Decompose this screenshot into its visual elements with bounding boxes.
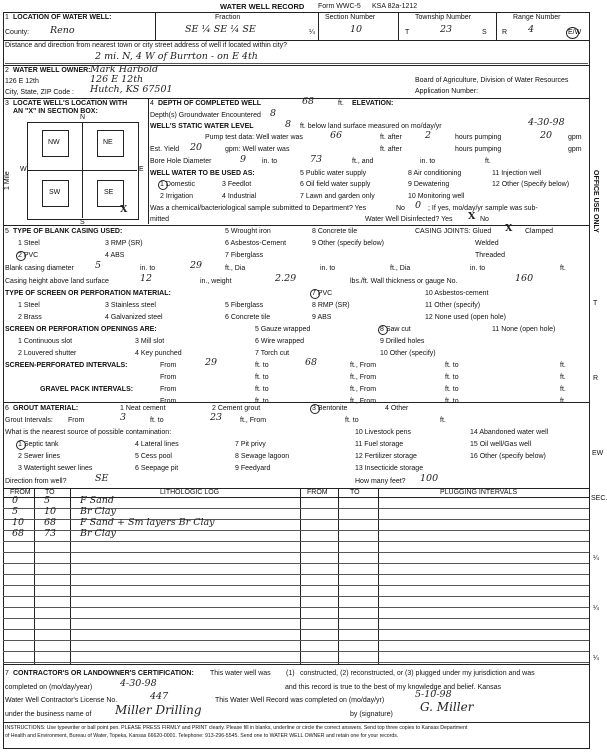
use-dewatering[interactable]: 9 Dewatering xyxy=(408,181,450,188)
bore-ft2: ft. xyxy=(485,158,491,165)
completed-label: completed on (mo/day/year) xyxy=(5,684,93,691)
use-injection[interactable]: 11 Injection well xyxy=(492,170,542,177)
business-value[interactable]: Miller Drilling xyxy=(115,703,202,717)
casing-concrete[interactable]: 8 Concrete tile xyxy=(312,228,358,235)
address-value[interactable]: 126 E 12th xyxy=(90,74,144,85)
margin-t: T xyxy=(593,300,598,307)
pump-after: ft. after xyxy=(380,134,402,141)
diameter-ft-value[interactable]: 29 xyxy=(190,260,203,271)
log-rule xyxy=(3,574,589,575)
locate-label: LOCATE WELL'S LOCATION WITH xyxy=(13,100,128,107)
height-label: Casing height above land surface xyxy=(5,278,109,285)
log-rule xyxy=(3,651,589,652)
margin-q1: ¼ xyxy=(593,555,599,562)
static-tail: ft. below land surface measured on mo/day/yr xyxy=(300,123,442,130)
use-oilfield[interactable]: 6 Oil field water supply xyxy=(300,181,371,188)
contam-watertight[interactable]: 3 Watertight sewer lines xyxy=(18,465,93,472)
use-ac[interactable]: 8 Air conditioning xyxy=(408,170,462,177)
plug-to-header: TO xyxy=(350,489,360,496)
completed-value[interactable]: 4-30-98 xyxy=(120,678,157,689)
joints-threaded[interactable]: Threaded xyxy=(475,252,505,259)
location-x-mark: X xyxy=(120,204,128,215)
weight-tail: lbs./ft. Wall thickness or gauge No. xyxy=(350,278,458,285)
pump-hours-value[interactable]: 2 xyxy=(425,130,432,141)
rule xyxy=(300,488,301,664)
log-desc-cell[interactable]: F Sand + Sm layers Br Clay xyxy=(80,517,215,528)
license-label: Water Well Contractor's License No. xyxy=(5,697,118,704)
bore-in: in. to xyxy=(262,158,278,165)
mile-label: 1 Mile xyxy=(4,171,11,190)
open-key[interactable]: 4 Key punched xyxy=(135,350,182,357)
use-domestic-circle xyxy=(158,180,168,190)
open-other[interactable]: 10 Other (specify) xyxy=(380,350,436,357)
static-date[interactable]: 4-30-98 xyxy=(528,117,565,128)
disinfect-mark: X xyxy=(468,211,476,222)
contam-septic[interactable]: 1 Septic tank xyxy=(18,441,59,448)
grout-ft: ft. xyxy=(440,417,446,424)
contam-abandoned[interactable]: 14 Abandoned water well xyxy=(470,429,549,436)
grout-from: From xyxy=(68,417,85,424)
contamination-label: What is the nearest source of possible contamination: xyxy=(5,429,172,436)
office-use-label: OFFICE USE ONLY xyxy=(592,170,599,233)
open-torch[interactable]: 7 Torch cut xyxy=(255,350,290,357)
casing-steel[interactable]: 1 Steel xyxy=(18,240,40,247)
use-label: WELL WATER TO BE USED AS: xyxy=(150,170,255,177)
intervals-ft-b: ft. xyxy=(560,374,566,381)
signature-value[interactable]: G. Miller xyxy=(420,700,474,714)
range-r: R xyxy=(502,29,508,36)
section-box-divider xyxy=(27,170,137,171)
depth-label: DEPTH OF COMPLETED WELL xyxy=(158,100,262,107)
gravel-from-b: From xyxy=(160,398,177,405)
east-label: E xyxy=(139,166,144,173)
section-5-number: 5 xyxy=(5,228,9,235)
contam-insecticide[interactable]: 13 Insecticide storage xyxy=(355,465,424,472)
rule xyxy=(3,722,589,723)
use-industrial[interactable]: 4 Industrial xyxy=(222,193,257,200)
yield-value[interactable]: 20 xyxy=(190,142,203,153)
bore-to-value[interactable]: 73 xyxy=(310,154,323,165)
screen-abs[interactable]: 9 ABS xyxy=(312,314,332,321)
address-label: 126 E 12th xyxy=(5,78,39,85)
gravel-ft: ft. xyxy=(560,386,566,393)
cert-label: CONTRACTOR'S OR LANDOWNER'S CERTIFICATION: xyxy=(13,670,194,677)
use-monitoring[interactable]: 10 Monitoring well xyxy=(408,193,465,200)
west-label: W xyxy=(20,166,27,173)
log-rule xyxy=(3,618,589,619)
gravel-to: ft. to xyxy=(255,386,269,393)
static-label: WELL'S STATIC WATER LEVEL xyxy=(150,123,254,130)
range-value[interactable]: 4 xyxy=(528,24,535,35)
rule xyxy=(34,488,35,664)
groundwater-label: Depth(s) Groundwater Encountered xyxy=(150,112,261,119)
log-desc-cell[interactable]: Br Clay xyxy=(80,506,116,517)
screen-pvc-circle xyxy=(310,289,320,299)
screen-concrete[interactable]: 6 Concrete tile xyxy=(225,314,271,321)
log-lith-header: LITHOLOGIC LOG xyxy=(160,489,220,496)
log-from-cell[interactable]: 0 xyxy=(12,495,19,506)
grout-bentonite-circle xyxy=(310,404,320,414)
margin-ew: EW xyxy=(592,450,604,457)
log-rule xyxy=(3,596,589,597)
diameter-value[interactable]: 5 xyxy=(95,260,102,271)
quarter-mark: ¼ xyxy=(309,29,315,36)
rule xyxy=(338,488,339,664)
cert-text3: This Water Well Record was completed on (mo/day/yr) xyxy=(215,697,385,704)
intervals-from-b: From xyxy=(160,374,177,381)
margin-q3: ¼ xyxy=(593,655,599,662)
contam-lateral[interactable]: 4 Lateral lines xyxy=(135,441,179,448)
contam-sewer[interactable]: 2 Sewer lines xyxy=(18,453,61,460)
yield-gpm: gpm: Well water was xyxy=(225,146,290,153)
margin-r: R xyxy=(593,375,599,382)
intervals-to: ft. to xyxy=(255,362,269,369)
contam-fertilizer[interactable]: 12 Fertilizer storage xyxy=(355,453,417,460)
grout-tail: ft., From xyxy=(240,417,267,424)
open-saw[interactable]: 8 Saw cut xyxy=(380,326,411,333)
sw-label: SW xyxy=(49,189,61,196)
intervals-ft: ft. xyxy=(560,362,566,369)
contam-cess[interactable]: 5 Cess pool xyxy=(135,453,172,460)
log-rule xyxy=(3,541,589,542)
contam-fuel[interactable]: 11 Fuel storage xyxy=(355,441,404,448)
city-label: City, State, ZIP Code : xyxy=(5,89,74,96)
owner-label: WATER WELL OWNER: xyxy=(13,67,91,74)
direction-label: Direction from well? xyxy=(5,478,67,485)
se-label: SE xyxy=(104,189,114,196)
log-from-cell[interactable]: 5 xyxy=(12,506,19,517)
section-2-number: 2 xyxy=(5,67,9,74)
open-none[interactable]: 11 None (open hole) xyxy=(492,326,556,333)
gravel-label: GRAVEL PACK INTERVALS: xyxy=(40,386,134,393)
log-rule xyxy=(3,585,589,586)
grout-to-value[interactable]: 23 xyxy=(210,412,223,423)
township-t: T xyxy=(405,29,410,36)
rule xyxy=(318,12,319,40)
casing-pvc[interactable]: 2 PVC xyxy=(18,252,39,259)
screen-rmp[interactable]: 8 RMP (SR) xyxy=(312,302,350,309)
intervals-label: SCREEN-PERFORATED INTERVALS: xyxy=(5,362,128,369)
static-value[interactable]: 8 xyxy=(285,119,292,130)
log-to-header: TO xyxy=(45,489,55,496)
log-to-cell[interactable]: 73 xyxy=(44,528,57,539)
signature-label: by (signature) xyxy=(350,711,393,718)
rule xyxy=(148,98,149,224)
pump-gpm: gpm xyxy=(568,134,582,141)
casing-wrought[interactable]: 5 Wrought iron xyxy=(225,228,271,235)
open-mill[interactable]: 3 Mill slot xyxy=(135,338,165,345)
gravel-from: From xyxy=(160,386,177,393)
license-value[interactable]: 447 xyxy=(150,691,169,702)
disinfect-no[interactable]: No xyxy=(480,216,489,223)
gravel-ft-b: ft. xyxy=(560,398,566,405)
instructions-2: of Health and Environment, Bureau of Water, Topeka, Kansas 66620-0001. Telephone: 913-296-5545. Send one to WATER WELL OWNER and retain one for your records. xyxy=(5,733,399,739)
log-from-cell[interactable]: 10 xyxy=(12,517,25,528)
log-rule xyxy=(3,552,589,553)
joints-mark: X xyxy=(505,223,513,234)
depth-ft: ft. xyxy=(338,100,344,107)
use-domestic[interactable]: 1 Domestic xyxy=(160,181,196,188)
log-from-header: FROM xyxy=(10,489,31,496)
grout-intervals-label: Grout Intervals: xyxy=(5,417,53,424)
joints-welded[interactable]: Welded xyxy=(475,240,499,247)
south-label: S xyxy=(80,219,85,226)
screen-pvc[interactable]: 7 PVC xyxy=(312,290,333,297)
grout-from-value[interactable]: 3 xyxy=(120,412,127,423)
township-s: S xyxy=(482,29,487,36)
casing-asbestos[interactable]: 6 Asbestos-Cement xyxy=(225,240,287,247)
north-label: N xyxy=(80,114,86,121)
casing-abs[interactable]: 4 ABS xyxy=(105,252,125,259)
use-other[interactable]: 12 Other (Specify below) xyxy=(492,181,570,188)
screen-stainless[interactable]: 3 Stainless steel xyxy=(105,302,156,309)
screen-none[interactable]: 12 None used (open hole) xyxy=(425,314,506,321)
log-rule xyxy=(3,563,589,564)
log-to-cell[interactable]: 68 xyxy=(44,517,57,528)
pump-label: Pump test data: Well water was xyxy=(205,134,303,141)
application-label: Application Number: xyxy=(415,88,479,95)
contam-seepage[interactable]: 6 Seepage pit xyxy=(135,465,179,472)
weight-value[interactable]: 2.29 xyxy=(275,273,297,284)
log-to-cell[interactable]: 10 xyxy=(44,506,57,517)
contam-feedyard[interactable]: 9 Feedyard xyxy=(235,465,271,472)
height-value[interactable]: 12 xyxy=(140,273,153,284)
chem-tail: ; If yes, mo/day/yr sample was sub- xyxy=(428,205,538,212)
contam-livestock[interactable]: 10 Livestock pens xyxy=(355,429,412,436)
rule xyxy=(3,664,589,665)
section-3-number: 3 xyxy=(5,100,9,107)
log-rule xyxy=(3,629,589,630)
bore-in2: in. to xyxy=(420,158,436,165)
casing-fiberglass[interactable]: 7 Fiberglass xyxy=(225,252,264,259)
rule xyxy=(398,12,399,40)
diameter-in: in. to xyxy=(320,265,336,272)
grout-neat[interactable]: 1 Neat cement xyxy=(120,405,166,412)
intervals-to2-b: ft. to xyxy=(445,374,459,381)
log-from-cell[interactable]: 68 xyxy=(12,528,25,539)
grout-to2: ft. to xyxy=(345,417,359,424)
use-public[interactable]: 5 Public water supply xyxy=(300,170,367,177)
contam-oilwell[interactable]: 15 Oil well/Gas well xyxy=(470,441,532,448)
ne-label: NE xyxy=(103,139,113,146)
howmany-value[interactable]: 100 xyxy=(420,473,439,484)
log-rule xyxy=(3,662,589,663)
board-label: Board of Agriculture, Division of Water Resources xyxy=(415,77,569,84)
rule xyxy=(155,12,156,40)
casing-pvc-circle xyxy=(16,251,26,261)
yield-label: Est. Yield xyxy=(150,146,180,153)
intervals-from-value[interactable]: 29 xyxy=(205,357,218,368)
gravel-to2: ft. to xyxy=(445,386,459,393)
grout-to: ft. to xyxy=(150,417,164,424)
range-e-circle xyxy=(566,27,582,39)
openings-label: SCREEN OR PERFORATION OPENINGS ARE: xyxy=(5,326,157,333)
grout-cement[interactable]: 2 Cement grout xyxy=(212,405,261,412)
elevation-label: ELEVATION: xyxy=(352,100,394,107)
city-value[interactable]: Hutch, KS 67501 xyxy=(90,84,173,95)
open-louvered[interactable]: 2 Louvered shutter xyxy=(18,350,77,357)
yield-hours: hours pumping xyxy=(455,146,502,153)
section-4-number: 4 xyxy=(150,100,154,107)
use-feedlot[interactable]: 3 Feedlot xyxy=(222,181,252,188)
section-number-label: Section Number xyxy=(325,14,376,21)
pump-ft[interactable]: 66 xyxy=(330,130,343,141)
intervals-from2: ft., From xyxy=(350,362,377,369)
margin-sec: SEC. xyxy=(591,495,607,502)
chem-label: Was a chemical/bacteriological sample submitted to Department? Yes xyxy=(150,205,367,212)
gravel-from2: ft., From xyxy=(350,386,377,393)
cert-text1b: constructed, (2) reconstructed, or (3) plugged under my jurisdiction and was xyxy=(300,670,535,677)
contam-septic-circle xyxy=(16,440,26,450)
fraction-value[interactable]: SE ¼ SE ¼ SE xyxy=(185,24,256,35)
form-number: Form WWC-5 xyxy=(318,3,361,10)
rule xyxy=(3,402,589,403)
grout-bentonite[interactable]: 3 Bentonite xyxy=(312,405,348,412)
plug-header: PLUGGING INTERVALS xyxy=(440,489,518,496)
gravel-to-b: ft. to xyxy=(255,398,269,405)
groundwater-value[interactable]: 8 xyxy=(270,108,277,119)
gauge-value[interactable]: 160 xyxy=(515,273,534,284)
county-value[interactable]: Reno xyxy=(50,25,75,36)
open-gauze[interactable]: 5 Gauze wrapped xyxy=(255,326,311,333)
plug-from-header: FROM xyxy=(307,489,328,496)
open-continuous[interactable]: 1 Continuous slot xyxy=(18,338,73,345)
nw-label: NW xyxy=(48,139,60,146)
direction-value[interactable]: SE xyxy=(95,473,109,484)
distance-value[interactable]: 2 mi. N, 4 W of Burrton - on E 4th xyxy=(95,51,258,62)
height-in: in., weight xyxy=(200,278,232,285)
section-7-number: 7 xyxy=(5,670,9,677)
diameter-dia2: ft., Dia xyxy=(390,265,411,272)
bore-value[interactable]: 9 xyxy=(240,154,247,165)
pump-hours: hours pumping xyxy=(455,134,502,141)
cert-text1: This water well was xyxy=(210,670,271,677)
joints-label: CASING JOINTS: Glued xyxy=(415,228,492,235)
screen-label: TYPE OF SCREEN OR PERFORATION MATERIAL: xyxy=(5,290,171,297)
rule xyxy=(3,225,589,226)
intervals-from2-b: ft., From xyxy=(350,374,377,381)
casing-rmp[interactable]: 3 RMP (SR) xyxy=(105,240,143,247)
rule xyxy=(3,98,589,99)
range-label: Range Number xyxy=(513,14,561,21)
use-lawn[interactable]: 7 Lawn and garden only xyxy=(300,193,375,200)
owner-name[interactable]: Mark Harbold xyxy=(90,64,159,75)
contam-other[interactable]: 16 Other (specify below) xyxy=(470,453,546,460)
intervals-to-value[interactable]: 68 xyxy=(305,357,318,368)
casing-other[interactable]: 9 Other (specify below) xyxy=(312,240,384,247)
county-label: County: xyxy=(5,29,30,36)
statute: KSA 82a-1212 xyxy=(372,3,418,10)
gravel-from2-b: ft., From xyxy=(350,398,377,405)
cert-text2: and this record is true to the best of my knowledge and belief. Kansas xyxy=(285,684,501,691)
locate-label-2: AN "X" IN SECTION BOX: xyxy=(13,108,98,115)
screen-other[interactable]: 11 Other (specify) xyxy=(425,302,481,309)
diameter-ft3: ft. xyxy=(560,265,566,272)
use-irrigation[interactable]: 2 Irrigation xyxy=(160,193,194,200)
instructions-1: INSTRUCTIONS: Use typewriter or ball point pen. PLEASE PRESS FIRMLY and PRINT clearly. Please fill in blanks, underline or circle the correct answers. Send top three copies to Kansas Department xyxy=(5,725,468,731)
intervals-to2: ft. to xyxy=(445,362,459,369)
diameter-label: Blank casing diameter xyxy=(5,265,74,272)
yield-gpm2: gpm xyxy=(568,146,582,153)
log-rule xyxy=(3,640,589,641)
chem-mark: 0 xyxy=(415,200,422,211)
location-label: LOCATION OF WATER WELL: xyxy=(13,14,112,21)
township-value[interactable]: 23 xyxy=(440,24,453,35)
section-1-number: 1 xyxy=(5,14,9,21)
rule xyxy=(496,12,497,40)
screen-fiberglass[interactable]: 5 Fiberglass xyxy=(225,302,264,309)
contam-lagoon[interactable]: 8 Sewage lagoon xyxy=(235,453,290,460)
township-label: Township Number xyxy=(415,14,472,21)
bore-ft: ft., and xyxy=(352,158,374,165)
yield-after: ft. after xyxy=(380,146,402,153)
casing-label: TYPE OF BLANK CASING USED: xyxy=(13,228,123,235)
rule xyxy=(378,488,379,664)
rule xyxy=(70,488,71,664)
open-wire[interactable]: 6 Wire wrapped xyxy=(255,338,305,345)
log-desc-cell[interactable]: Br Clay xyxy=(80,528,116,539)
pump-gpm-value[interactable]: 20 xyxy=(540,130,553,141)
screen-steel[interactable]: 1 Steel xyxy=(18,302,40,309)
chem-no[interactable]: No xyxy=(396,205,405,212)
mitted: mitted xyxy=(150,216,170,223)
disinfect-label: Water Well Disinfected? Yes xyxy=(365,216,453,223)
contam-privy[interactable]: 7 Pit privy xyxy=(235,441,266,448)
diameter-to: in. to xyxy=(140,265,156,272)
diameter-dia: ft., Dia xyxy=(225,265,246,272)
open-saw-circle xyxy=(378,325,388,335)
log-rule xyxy=(3,607,589,608)
gravel-to2-b: ft. to xyxy=(445,398,459,405)
open-drilled[interactable]: 9 Drilled holes xyxy=(380,338,425,345)
business-label: under the business name of xyxy=(5,711,92,718)
howmany-label: How many feet? xyxy=(355,478,406,485)
rule xyxy=(3,40,589,41)
depth-value[interactable]: 68 xyxy=(302,96,315,107)
completed2-value[interactable]: 5-10-98 xyxy=(415,689,452,700)
grout-other[interactable]: 4 Other xyxy=(385,405,409,412)
range-ew: E/W xyxy=(568,29,582,36)
screen-asbestos[interactable]: 10 Asbestos-cement xyxy=(425,290,489,297)
joints-clamped[interactable]: Clamped xyxy=(525,228,554,235)
screen-galvanized[interactable]: 4 Galvanized steel xyxy=(105,314,163,321)
cert-option1[interactable]: (1) xyxy=(286,670,295,677)
margin-q2: ¼ xyxy=(593,605,599,612)
diameter-in2: in. to xyxy=(470,265,486,272)
intervals-to-b: ft. to xyxy=(255,374,269,381)
grout-label: GROUT MATERIAL: xyxy=(13,405,79,412)
fraction-label: Fraction xyxy=(215,14,241,21)
screen-brass[interactable]: 2 Brass xyxy=(18,314,42,321)
section-6-number: 6 xyxy=(5,405,9,412)
distance-label: Distance and direction from nearest town or city street address of well if located within city? xyxy=(5,42,288,49)
section-number-value[interactable]: 10 xyxy=(350,24,363,35)
intervals-from: From xyxy=(160,362,177,369)
log-desc-cell[interactable]: F Sand xyxy=(80,495,114,506)
form-title: WATER WELL RECORD xyxy=(220,2,305,11)
log-to-cell[interactable]: 5 xyxy=(44,495,51,506)
bore-label: Bore Hole Diameter xyxy=(150,158,212,165)
